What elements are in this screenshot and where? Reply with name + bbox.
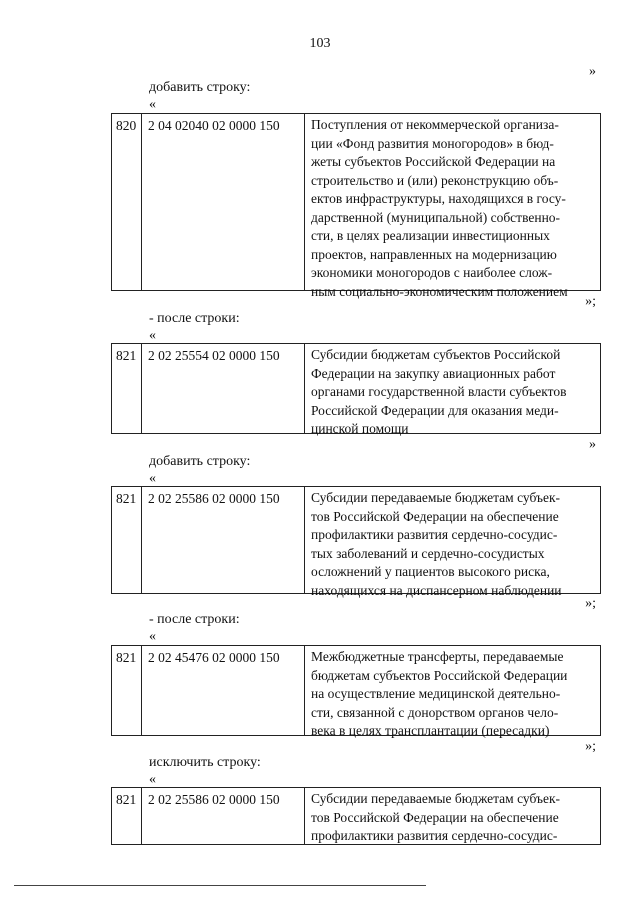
row-code: 821	[112, 487, 142, 593]
instruction-label: - после строки:	[149, 612, 240, 627]
row-code: 821	[112, 344, 142, 433]
row-kbk: 2 02 25586 02 0000 150	[142, 788, 305, 844]
description-line: строительство и (или) реконструкцию объ-	[311, 172, 559, 188]
row-kbk: 2 02 25554 02 0000 150	[142, 344, 305, 433]
description-line: Субсидии передаваемые бюджетам субъек-	[311, 791, 561, 806]
row-description	[305, 344, 600, 436]
table-row	[111, 645, 601, 736]
open-quote: «	[149, 97, 156, 112]
description-line: тов Российской Федерации на обеспечение	[311, 508, 559, 524]
description-line: Межбюджетные трансферты, передаваемые	[311, 649, 564, 664]
description-line: бюджетам субъектов Российской Федерации	[311, 667, 568, 683]
description-line: сти, связанной с донорством органов чело-	[311, 704, 559, 720]
row-description	[305, 114, 600, 299]
description-line: профилактики развития сердечно-сосудис-	[311, 527, 558, 542]
description-line: тых заболеваний и сердечно-сосудистых	[311, 545, 545, 561]
close-quote: »;	[585, 739, 596, 754]
description-line: жеты субъектов Российской Федерации на	[311, 154, 556, 169]
instruction-label: - после строки:	[149, 311, 240, 326]
table-row	[111, 787, 601, 845]
row-description	[305, 487, 600, 598]
table-row	[111, 113, 601, 299]
row-code: 821	[112, 646, 142, 735]
description-line: Субсидии передаваемые бюджетам субъек-	[311, 490, 561, 505]
description-line: проектов, направленных на модернизацию	[311, 246, 557, 262]
description-line: ции «Фонд развития моногородов» в бюд-	[311, 135, 554, 151]
description-line: осложнений у пациентов высокого риска,	[311, 564, 550, 579]
description-line: Поступления от некоммерческой организа-	[311, 117, 559, 132]
top-close-quote: »	[589, 64, 596, 79]
page-footer-divider	[14, 885, 426, 886]
row-code: 820	[112, 114, 142, 290]
description-line: дарственной (муниципальной) собственно-	[311, 209, 561, 225]
table-row	[111, 343, 601, 434]
close-quote: »;	[585, 294, 596, 309]
open-quote: «	[149, 471, 156, 486]
open-quote: «	[149, 772, 156, 787]
instruction-label: добавить строку:	[149, 454, 251, 469]
open-quote: «	[149, 328, 156, 343]
description-line: Субсидии бюджетам субъектов Российской	[311, 347, 561, 362]
description-line: тов Российской Федерации на обеспечение	[311, 809, 559, 825]
close-quote: »;	[585, 596, 596, 611]
close-quote: »	[589, 437, 596, 452]
row-kbk: 2 04 02040 02 0000 150	[142, 114, 305, 290]
instruction-label: исключить строку:	[149, 755, 261, 770]
description-line: Российской Федерации для оказания меди-	[311, 402, 559, 418]
table-row	[111, 486, 601, 598]
instruction-label: добавить строку:	[149, 80, 251, 95]
description-line: века в целях трансплантации (пересадки)	[311, 723, 550, 738]
page-number: 103	[309, 36, 331, 51]
row-kbk: 2 02 25586 02 0000 150	[142, 487, 305, 593]
description-line: цинской помощи	[311, 421, 409, 436]
description-line: находящихся на диспансерном наблюдении	[311, 582, 562, 598]
description-line: экономики моногородов с наиболее слож-	[311, 265, 553, 280]
description-line: органами государственной власти субъектов	[311, 384, 567, 399]
description-line: ектов инфраструктуры, находящихся в госу-	[311, 191, 566, 206]
row-kbk: 2 02 45476 02 0000 150	[142, 646, 305, 735]
description-line: сти, в целях реализации инвестиционных	[311, 228, 550, 243]
row-description	[305, 788, 600, 844]
description-line: ным социально-экономическим положением	[311, 283, 568, 299]
row-code: 821	[112, 788, 142, 844]
description-line: профилактики развития сердечно-сосудис-	[311, 828, 558, 843]
row-description	[305, 646, 600, 738]
description-line: Федерации на закупку авиационных работ	[311, 365, 556, 381]
open-quote: «	[149, 629, 156, 644]
description-line: на осуществление медицинской деятельно-	[311, 686, 561, 701]
